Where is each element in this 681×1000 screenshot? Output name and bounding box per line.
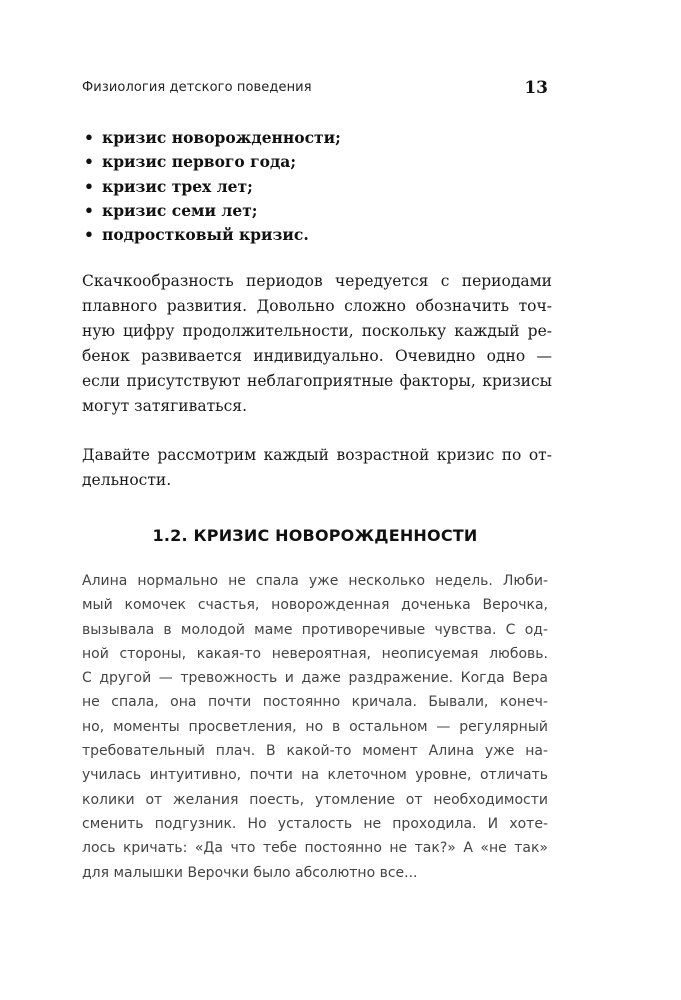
text-line: С другой — тревожность и даже раздражение. Когда Вера xyxy=(82,670,548,687)
text-line: требовательный плач. В какой-то момент Алина уже на- xyxy=(82,743,548,760)
paragraph-periods xyxy=(82,269,552,419)
text-line: но, моменты просветления, но в остальном — регулярный xyxy=(82,718,548,735)
text-line: могут затягиваться. xyxy=(82,397,247,415)
story-paragraph xyxy=(82,569,548,885)
bullet-icon: • xyxy=(84,176,94,196)
text-line: если присутствуют неблагоприятные факторы, кризисы xyxy=(82,372,552,390)
list-item-text: кризис первого года; xyxy=(102,152,297,172)
list-item xyxy=(84,126,341,150)
bullet-icon: • xyxy=(84,225,94,245)
running-header xyxy=(82,80,548,100)
running-title: Физиология детского поведения xyxy=(82,80,312,95)
text-line: не спала, она почти постоянно кричала. Бывали, конеч- xyxy=(82,694,548,711)
section-heading: 1.2. КРИЗИС НОВОРОЖДЕННОСТИ xyxy=(152,526,478,545)
text-line: мый комочек счастья, новорожденная доченька Верочка, xyxy=(82,597,548,614)
list-item-text: кризис трех лет; xyxy=(102,176,253,196)
text-line: колики от желания поесть, утомление от необходимости xyxy=(82,791,548,808)
list-item-text: кризис семи лет; xyxy=(102,200,258,220)
list-item xyxy=(84,175,341,199)
text-line: Алина нормально не спала уже несколько недель. Люби- xyxy=(82,573,548,589)
text-line: вызывала в молодой маме противоречивые чувства. С од- xyxy=(82,621,548,638)
bullet-icon: • xyxy=(84,200,94,220)
bullet-icon: • xyxy=(84,128,94,147)
bullet-icon: • xyxy=(84,152,94,172)
text-line: училась интуитивно, почти на клеточном уровне, отличать xyxy=(82,767,548,784)
list-item xyxy=(84,150,341,174)
text-line: плавного развития. Довольно сложно обозначить точ- xyxy=(82,297,552,315)
list-item-text: подростковый кризис. xyxy=(102,225,309,245)
list-item xyxy=(84,199,341,223)
paragraph-intro xyxy=(82,443,552,493)
text-line: ной стороны, какая-то невероятная, неописуемая любовь. xyxy=(82,645,548,662)
text-line: для малышки Верочки было абсолютно все... xyxy=(82,864,418,881)
page-number: 13 xyxy=(524,78,548,98)
crisis-list xyxy=(84,126,341,247)
text-line: ную цифру продолжительности, поскольку каждый ре- xyxy=(82,322,552,340)
list-item-text: кризис новорожденности; xyxy=(102,128,341,147)
text-line: Давайте рассмотрим каждый возрастной кризис по от- xyxy=(82,446,552,464)
list-item xyxy=(84,223,341,247)
text-line: лось кричать: «Да что тебе постоянно не так?» А «не так» xyxy=(82,840,548,857)
text-line: Скачкообразность периодов чередуется с периодами xyxy=(82,272,552,290)
text-line: дельности. xyxy=(82,471,172,489)
text-line: сменить подгузник. Но усталость не проходила. И хоте- xyxy=(82,815,548,832)
text-line: бенок развивается индивидуально. Очевидно одно — xyxy=(82,347,552,365)
